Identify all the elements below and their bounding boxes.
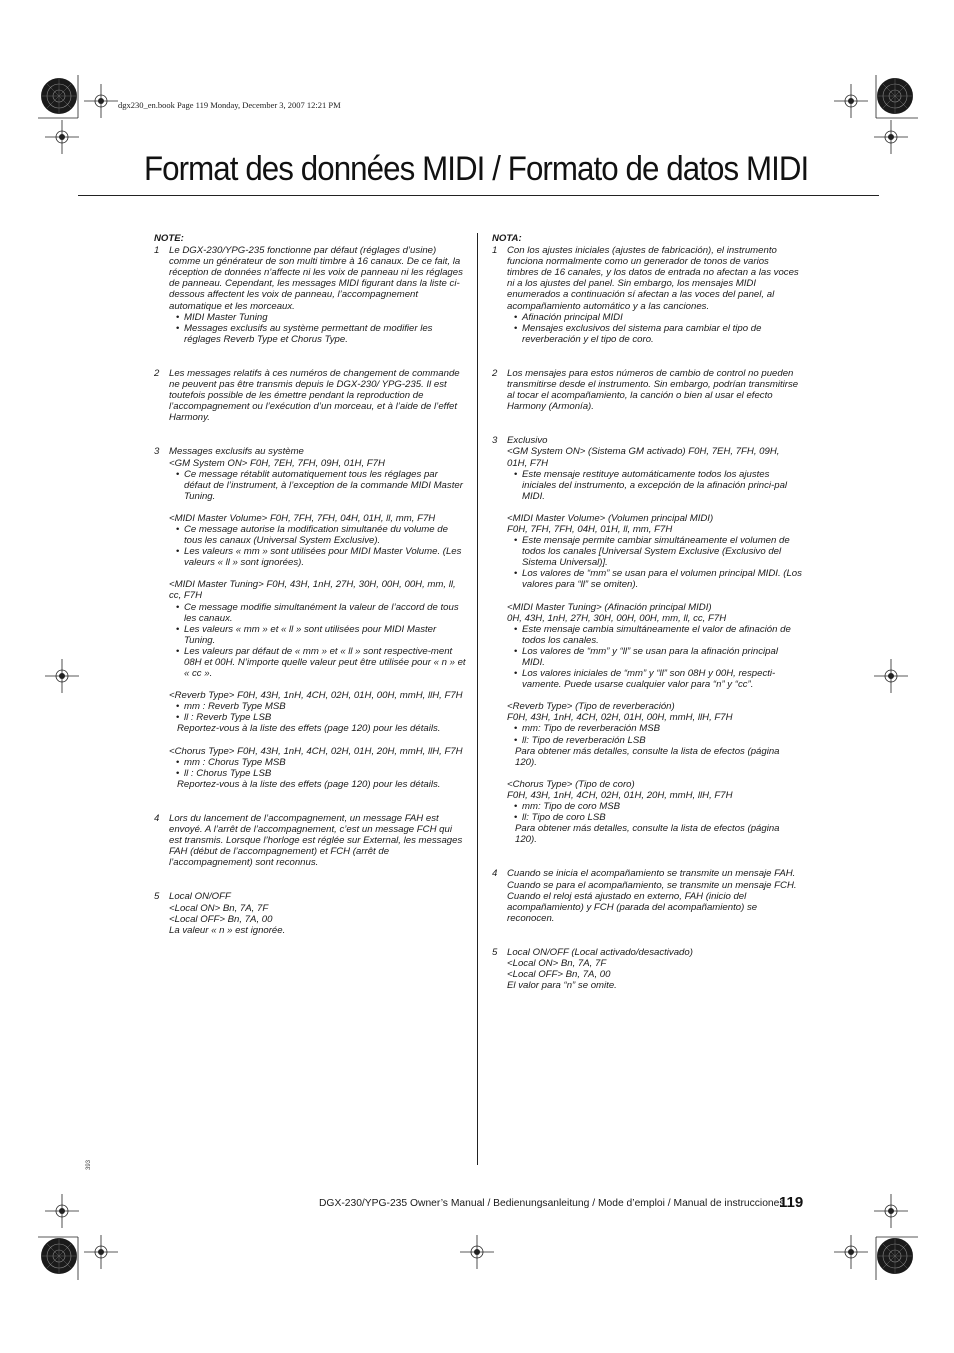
note-item xyxy=(154,446,467,790)
note-text: Messages exclusifs au système <GM System ON> F0H, 7EH, 7FH, 09H, 01H, F7H xyxy=(169,446,385,469)
note-block xyxy=(507,368,802,412)
note-block xyxy=(507,602,802,691)
note-block xyxy=(507,947,802,991)
page-title: Format des données MIDI / Formato de datos MIDI xyxy=(144,150,809,188)
note-block xyxy=(169,513,467,568)
note-block xyxy=(169,813,467,868)
note-block xyxy=(507,868,802,923)
note-block xyxy=(169,891,467,935)
bullet-item: • mm : Chorus Type MSB xyxy=(169,757,467,768)
note-item xyxy=(154,891,467,935)
note-block xyxy=(507,779,802,846)
bullet-item: • mm: Tipo de coro MSB xyxy=(507,801,802,812)
column-divider xyxy=(477,233,478,1165)
bullet-item: • Ce message rétablit automatiquement tous les réglages par défaut de l’instrument, à l’exception de la commande MIDI Master Tuning. xyxy=(169,469,467,502)
note-block xyxy=(507,513,802,591)
note-text: Lors du lancement de l’accompagnement, un message FAH est envoyé. A l’arrêt de l’accompagnement, c’est un message FCH qui est transmis. Lorsque l’horloge est réglée sur External, les messages FAH (début de l’accompagnement) et FCH (arrêt de l’accompagnement) sont reconnus. xyxy=(169,812,463,869)
note-text: Local ON/OFF <Local ON> Bn, 7A, 7F <Local OFF> Bn, 7A, 00 La valeur « n » est ignorée. xyxy=(169,891,286,936)
bullet-item: • mm: Tipo de reverberación MSB xyxy=(507,723,802,734)
note-number: 2 xyxy=(492,367,498,379)
note-item xyxy=(492,245,802,345)
note-number: 4 xyxy=(492,868,498,880)
note-text: <Reverb Type> (Tipo de reverberación) F0H, 43H, 1nH, 4CH, 02H, 01H, 00H, mmH, llH, F7H xyxy=(507,701,733,724)
bullet-item: • ll: Tipo de coro LSB xyxy=(507,812,802,823)
note-block xyxy=(169,746,467,790)
note-item xyxy=(154,368,467,423)
note-item xyxy=(492,947,802,991)
note-block xyxy=(169,446,467,501)
bullet-item: • Les valeurs « mm » sont utilisées pour MIDI Master Volume. (Les valeurs « ll » sont ignorées). xyxy=(169,546,467,568)
bullet-item: • mm : Reverb Type MSB xyxy=(169,701,467,712)
bullet-item: • Los valores iniciales de “mm” y “ll” son 08H y 00H, respecti-vamente. Puede usarse cualquier valor para “n” y “cc”. xyxy=(507,668,802,690)
reg-cross xyxy=(45,1194,79,1228)
note-items xyxy=(492,245,802,991)
spanish-column xyxy=(492,233,802,1014)
note-reference: Para obtener más detalles, consulte la lista de efectos (página 120). xyxy=(515,823,780,846)
french-column xyxy=(154,233,467,959)
bullet-item: • MIDI Master Tuning xyxy=(169,312,467,323)
note-text: <MIDI Master Volume> (Volumen principal MIDI) F0H, 7FH, 7FH, 04H, 01H, ll, mm, F7H xyxy=(507,512,714,535)
bullet-item: • Este mensaje cambia simultáneamente el valor de afinación de todos los canales. xyxy=(507,624,802,646)
note-text: Local ON/OFF (Local activado/desactivado) <Local ON> Bn, 7A, 7F <Local OFF> Bn, 7A, 00 El valor para “n” se omite. xyxy=(507,946,693,992)
reg-wheel-bl xyxy=(41,1238,77,1274)
reg-wheel-tr xyxy=(877,78,913,114)
note-text: Le DGX-230/YPG-235 fonctionne par défaut (réglages d’usine) comme un générateur de son multi timbre à 16 canaux. De ce fait, la réception de données n’affecte ni les voix de panneau ni les réglages de panneau. Cependant, les messages MIDI figurant dans la liste ci-dessous affectent les voix de panneau, l’accompagnement automatique et les morceaux. xyxy=(169,245,463,312)
note-item xyxy=(492,435,802,845)
note-number: 2 xyxy=(154,367,160,379)
note-reference: Para obtener más detalles, consulte la lista de efectos (página 120). xyxy=(515,745,780,768)
reg-wheel-br xyxy=(877,1238,913,1274)
note-item xyxy=(492,868,802,923)
note-item xyxy=(154,245,467,345)
note-number: 1 xyxy=(154,245,160,257)
note-block xyxy=(507,245,802,345)
reg-cross xyxy=(874,659,908,693)
note-reference: Reportez-vous à la liste des effets (page 120) pour les détails. xyxy=(177,778,441,790)
bullet-item: • Messages exclusifs au système permettant de modifier les réglages Reverb Type et Chorus Type. xyxy=(169,323,467,345)
reg-cross xyxy=(834,1235,868,1269)
bullet-item: • ll : Chorus Type LSB xyxy=(169,768,467,779)
note-block xyxy=(507,701,802,768)
bullet-item: • Los valores de “mm” y “ll” se usan para la afinación principal MIDI. xyxy=(507,646,802,668)
reg-cross xyxy=(84,84,118,118)
note-text: Les messages relatifs à ces numéros de changement de commande ne peuvent pas être transmis depuis le DGX-230/ YPG-235. Il est toutefois possible de les émettre pendant la reproduction de l’accompagnement ou l’exécution d’un morceau, et à l’aide de l’effet Harmony. xyxy=(169,367,460,424)
footer-manual-title: DGX-230/YPG-235 Owner’s Manual / Bedienungsanleitung / Mode d’emploi / Manual de instrucciones xyxy=(319,1198,785,1209)
reg-cross xyxy=(874,1194,908,1228)
note-number: 5 xyxy=(492,946,498,958)
bullet-item: • Les valeurs « mm » et « ll » sont utilisées pour MIDI Master Tuning. xyxy=(169,624,467,646)
note-block xyxy=(169,579,467,679)
reg-cross xyxy=(834,84,868,118)
note-block xyxy=(507,435,802,502)
note-text: Cuando se inicia el acompañamiento se transmite un mensaje FAH. Cuando se para el acompañamiento, se transmite un mensaje FCH. Cuando el reloj está ajustado en externo, FAH (inicio del acompañamiento) y FCH (parada del acompañamiento) se reconocen. xyxy=(507,868,797,924)
print-info: dgx230_en.book Page 119 Monday, December 3, 2007 12:21 PM xyxy=(118,100,341,110)
note-text: <Reverb Type> F0H, 43H, 1nH, 4CH, 02H, 01H, 00H, mmH, llH, F7H xyxy=(169,690,463,702)
reg-cross xyxy=(84,1235,118,1269)
note-text: Exclusivo <GM System ON> (Sistema GM activado) F0H, 7EH, 7FH, 09H, 01H, F7H xyxy=(507,435,780,469)
note-text: <MIDI Master Tuning> F0H, 43H, 1nH, 27H, 30H, 00H, 00H, mm, ll, cc, F7H xyxy=(169,579,456,602)
bullet-item: • Este mensaje restituye automáticamente todos los ajustes iniciales del instrumento, a excepción de la afinación princi-pal MIDI. xyxy=(507,469,802,502)
reg-wheel-tl xyxy=(41,78,77,114)
note-text: <MIDI Master Tuning> (Afinación principal MIDI) 0H, 43H, 1nH, 27H, 30H, 00H, 00H, mm, ll, cc, F7H xyxy=(507,601,727,624)
bullet-item: • Afinación principal MIDI xyxy=(507,312,802,323)
note-text: Los mensajes para estos números de cambio de control no pueden transmitirse desde el instrumento. Sin embargo, podrían transmitirse al tocar el acompañamiento, la canción o bien al usar el efecto Harmony (Armonía). xyxy=(507,367,799,413)
note-block xyxy=(169,245,467,345)
reg-cross xyxy=(45,120,79,154)
note-reference: Reportez-vous à la liste des effets (page 120) pour les détails. xyxy=(177,723,441,735)
page-number: 119 xyxy=(779,1194,804,1211)
bullet-item: • Les valeurs par défaut de « mm » et « ll » sont respective-ment 08H et 00H. N’importe quelle valeur peut être utilisée pour « n » et « cc ». xyxy=(169,646,467,679)
note-number: 3 xyxy=(492,435,498,447)
note-number: 5 xyxy=(154,891,160,903)
note-items xyxy=(154,245,467,936)
bullet-item: • ll: Tipo de reverberación LSB xyxy=(507,735,802,746)
reg-cross xyxy=(460,1235,494,1269)
bullet-item: • Los valores de “mm” se usan para el volumen principal MIDI. (Los valores para “ll” se omiten). xyxy=(507,568,802,590)
note-label: NOTA: xyxy=(492,233,522,244)
bullet-item: • ll : Reverb Type LSB xyxy=(169,712,467,723)
note-item xyxy=(154,813,467,868)
note-label: NOTE: xyxy=(154,233,184,244)
bullet-item: • Este mensaje permite cambiar simultáneamente el volumen de todos los canales [Universal System Exclusive (Exclusivo del Sistema Universal)]. xyxy=(507,535,802,568)
note-block xyxy=(169,690,467,734)
reg-cross xyxy=(45,659,79,693)
reg-cross xyxy=(874,120,908,154)
note-text: Con los ajustes iniciales (ajustes de fabricación), el instrumento funciona normalmente como un generador de tonos de varios timbres de 16 canales, y los datos de entrada no afectan a las voces ni a los ajustes del panel. Sin embargo, los mensajes MIDI enumerados a continuación sí afectan a las voces del panel, al acompañamiento automático y a las canciones. xyxy=(507,245,799,312)
note-text: <Chorus Type> F0H, 43H, 1nH, 4CH, 02H, 01H, 20H, mmH, llH, F7H xyxy=(169,745,463,757)
side-code: 393 xyxy=(86,1159,92,1170)
bullet-item: • Ce message autorise la modification simultanée du volume de tous les canaux (Universal System Exclusive). xyxy=(169,524,467,546)
note-text: <MIDI Master Volume> F0H, 7FH, 7FH, 04H, 01H, ll, mm, F7H xyxy=(169,512,436,524)
note-number: 3 xyxy=(154,446,160,458)
note-block xyxy=(169,368,467,423)
note-text: <Chorus Type> (Tipo de coro) F0H, 43H, 1nH, 4CH, 02H, 01H, 20H, mmH, llH, F7H xyxy=(507,778,733,801)
note-number: 4 xyxy=(154,812,160,824)
bullet-item: • Mensajes exclusivos del sistema para cambiar el tipo de reverberación y el tipo de coro. xyxy=(507,323,802,345)
title-rule xyxy=(78,195,879,196)
note-number: 1 xyxy=(492,245,498,257)
bullet-item: • Ce message modifie simultanément la valeur de l’accord de tous les canaux. xyxy=(169,602,467,624)
note-item xyxy=(492,368,802,412)
